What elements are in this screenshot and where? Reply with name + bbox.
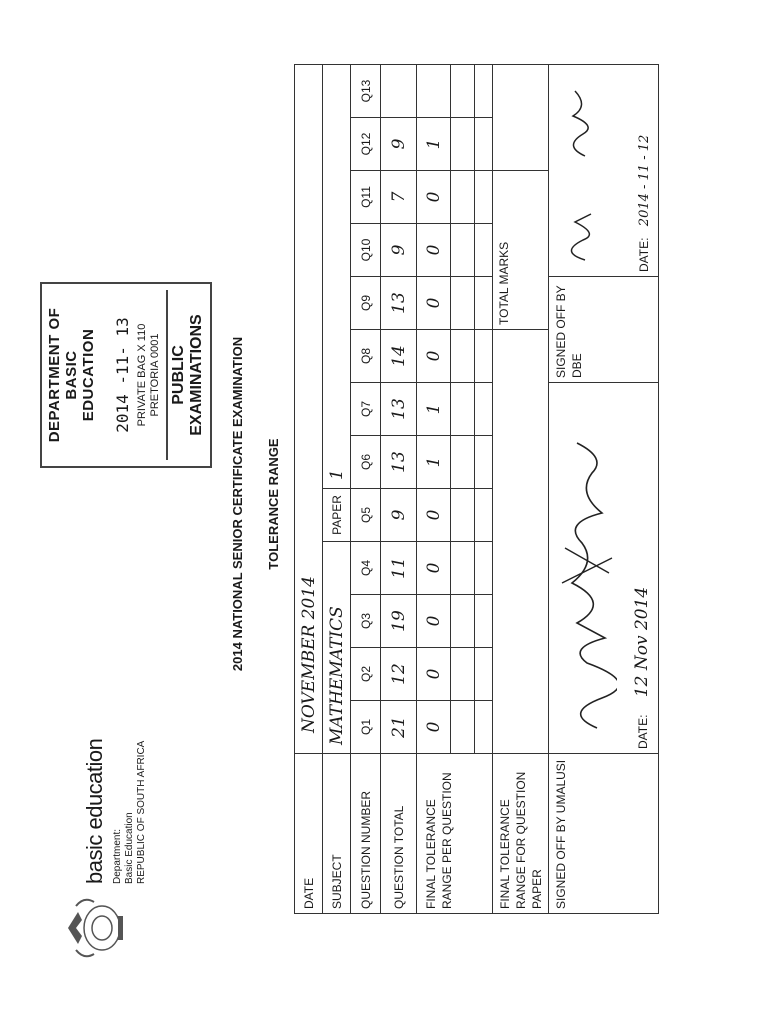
coat-of-arms-icon — [64, 892, 126, 964]
umalusi-date-label: DATE: — [636, 714, 650, 749]
date-label: DATE — [295, 754, 323, 914]
department-info: Department: Basic Education REPUBLIC OF SOUTH AFRICA — [112, 740, 147, 884]
q-header: Q4 — [351, 542, 381, 595]
total-marks-label: TOTAL MARKS — [493, 171, 549, 330]
tolerance-cell — [417, 65, 451, 118]
tolerance-per-question-row — [417, 65, 451, 914]
question-total-label: QUESTION TOTAL — [381, 754, 417, 914]
umalusi-signature-cell — [549, 383, 659, 754]
tolerance-paper-row — [493, 65, 549, 914]
subject-value: MATHEMATICS — [323, 542, 351, 754]
q-header: Q6 — [351, 436, 381, 489]
question-total-cell: 9 — [381, 489, 417, 542]
question-total-cell: 12 — [381, 648, 417, 701]
subject-row — [323, 65, 351, 914]
paper-value: 1 — [323, 65, 351, 489]
tolerance-cell: 0 — [417, 171, 451, 224]
tolerance-table — [294, 64, 659, 914]
paper-label: PAPER — [323, 489, 351, 542]
dbe-date-value: 2014 - 11 - 12 — [637, 134, 652, 227]
question-total-cell: 11 — [381, 542, 417, 595]
dbe-signature-cell — [549, 65, 659, 277]
tolerance-cell: 0 — [417, 542, 451, 595]
brand-name: basic education — [82, 738, 107, 884]
tolerance-cell: 0 — [417, 224, 451, 277]
stamp-date: 2014 -11- 13 — [113, 317, 132, 433]
tolerance-cell: 0 — [417, 489, 451, 542]
q-header: Q9 — [351, 277, 381, 330]
dbe-date-label: DATE: — [637, 237, 651, 272]
dbe-stamp: DEPARTMENT OF BASIC EDUCATION 2014 -11- 13 PRIVATE BAG X 110 PRETORIA 0001 PUBLIC EXAMINATIONS — [40, 282, 212, 468]
document-title: TOLERANCE RANGE — [266, 438, 281, 570]
tolerance-cell: 1 — [417, 118, 451, 171]
q-header: Q12 — [351, 118, 381, 171]
tolerance-cell: 0 — [417, 648, 451, 701]
question-total-cell: 13 — [381, 277, 417, 330]
q-header: Q8 — [351, 330, 381, 383]
subject-label: SUBJECT — [323, 754, 351, 914]
question-number-label: QUESTION NUMBER — [351, 754, 381, 914]
q-header: Q5 — [351, 489, 381, 542]
umalusi-signature-icon — [557, 433, 617, 733]
q-header: Q3 — [351, 595, 381, 648]
question-number-row — [351, 65, 381, 914]
question-total-cell: 13 — [381, 436, 417, 489]
exam-title: 2014 NATIONAL SENIOR CERTIFICATE EXAMINATION — [230, 336, 245, 672]
question-total-cell: 9 — [381, 118, 417, 171]
q-header: Q7 — [351, 383, 381, 436]
question-total-row — [381, 65, 417, 914]
signed-dbe-label: SIGNED OFF BY DBE — [549, 277, 659, 383]
dbe-signature-icon — [555, 76, 605, 266]
date-value: NOVEMBER 2014 — [295, 65, 323, 754]
question-total-cell: 9 — [381, 224, 417, 277]
question-total-cell: 13 — [381, 383, 417, 436]
q-header: Q2 — [351, 648, 381, 701]
tolerance-paper-label: FINAL TOLERANCE RANGE FOR QUESTION PAPER — [493, 754, 549, 914]
tolerance-cell: 1 — [417, 383, 451, 436]
question-total-cell: 14 — [381, 330, 417, 383]
q-header: Q11 — [351, 171, 381, 224]
signed-umalusi-label: SIGNED OFF BY UMALUSI — [549, 754, 659, 914]
tolerance-cell: 0 — [417, 701, 451, 754]
question-total-cell: 7 — [381, 171, 417, 224]
q-header: Q10 — [351, 224, 381, 277]
tolerance-per-question-label: FINAL TOLERANCE RANGE PER QUESTION — [417, 754, 493, 914]
tolerance-cell: 0 — [417, 277, 451, 330]
question-total-cell: 21 — [381, 701, 417, 754]
tolerance-cell: 0 — [417, 595, 451, 648]
tolerance-cell: 1 — [417, 436, 451, 489]
question-total-cell — [381, 65, 417, 118]
question-total-cell: 19 — [381, 595, 417, 648]
tolerance-cell: 0 — [417, 330, 451, 383]
date-row — [295, 65, 323, 914]
q-header: Q13 — [351, 65, 381, 118]
umalusi-date-value: 12 Nov 2014 — [632, 586, 652, 698]
signoff-row — [549, 65, 659, 914]
q-header: Q1 — [351, 701, 381, 754]
